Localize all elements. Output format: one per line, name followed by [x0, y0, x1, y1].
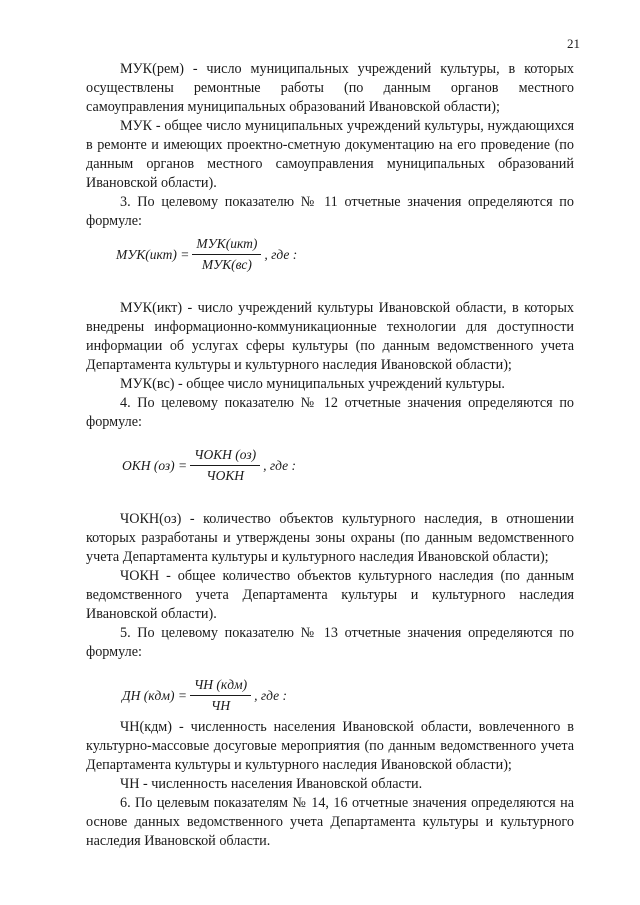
paragraph-muk-ikt: МУК(икт) - число учреждений культуры Ивановской области, в которых внедрены информационно-коммуникационные технологии для доступности информации об услугах сферы культуры (по данным ведомственного учета Департамента культуры и культурного наследия Ивановской области);	[86, 300, 574, 373]
formula-denominator: ЧОКН	[206, 467, 245, 483]
paragraph-chokn-oz: ЧОКН(оз) - количество объектов культурного наследия, в отношении которых разработаны и утверждены зоны охраны (по данным ведомственного учета Департамента культуры и культурного наследия Ивановской области);	[86, 511, 574, 565]
paragraph-muk-vs: МУК(вс) - общее число муниципальных учреждений культуры.	[120, 376, 505, 392]
paragraph-muk-rem: МУК(рем) - число муниципальных учреждений культуры, в которых осуществлены ремонтные работы (по данным органов местного самоуправления муниципальных образований Ивановской области);	[86, 61, 574, 115]
paragraph-indicator-11: 3. По целевому показателю № 11 отчетные значения определяются по формуле:	[86, 194, 574, 229]
paragraph-chn: ЧН - численность населения Ивановской области.	[120, 776, 423, 792]
formula-fraction	[190, 677, 251, 714]
formula-numerator: МУК(икт)	[192, 236, 261, 255]
paragraph-chn-kdm: ЧН(кдм) - численность населения Ивановской области, вовлеченного в культурно-массовые досуговые мероприятия (по данным ведомственного учета Департамента культуры и культурного наследия Ивановской области);	[86, 719, 574, 773]
formula-denominator: ЧН	[211, 697, 231, 713]
paragraph-muk: МУК - общее число муниципальных учреждений культуры, нуждающихся в ремонте и имеющих проектно-сметную документацию на его проведение (по данным органов местного самоуправления муниципальных образований Ивановской области).	[86, 118, 574, 191]
formula-numerator: ЧН (кдм)	[190, 677, 251, 696]
formula-lhs: МУК(икт) =	[116, 246, 190, 262]
formula-dn	[122, 672, 574, 718]
formula-lhs: ДН (кдм) =	[122, 687, 187, 703]
formula-denominator: МУК(вс)	[201, 256, 252, 272]
paragraph-indicator-14-16: 6. По целевым показателям № 14, 16 отчетные значения определяются на основе данных ведомственного учета Департамента культуры и культурного наследия Ивановской области.	[86, 795, 574, 849]
document-body	[86, 60, 574, 851]
formula-okn	[122, 442, 574, 488]
formula-muk-ikt	[116, 231, 574, 277]
formula-lhs: ОКН (оз) =	[122, 457, 188, 473]
paragraph-indicator-13: 5. По целевому показателю № 13 отчетные значения определяются по формуле:	[86, 625, 574, 660]
paragraph-indicator-12: 4. По целевому показателю № 12 отчетные значения определяются по формуле:	[86, 395, 574, 430]
formula-fraction	[192, 236, 261, 273]
page-number: 21	[567, 36, 580, 51]
formula-suffix: , где :	[264, 246, 298, 262]
formula-suffix: , где :	[263, 457, 297, 473]
formula-numerator: ЧОКН (оз)	[190, 447, 260, 466]
formula-suffix: , где :	[254, 687, 288, 703]
paragraph-chokn: ЧОКН - общее количество объектов культурного наследия (по данным ведомственного учета Департамента культуры и культурного наследия Ивановской области).	[86, 568, 574, 622]
formula-fraction	[190, 447, 260, 484]
